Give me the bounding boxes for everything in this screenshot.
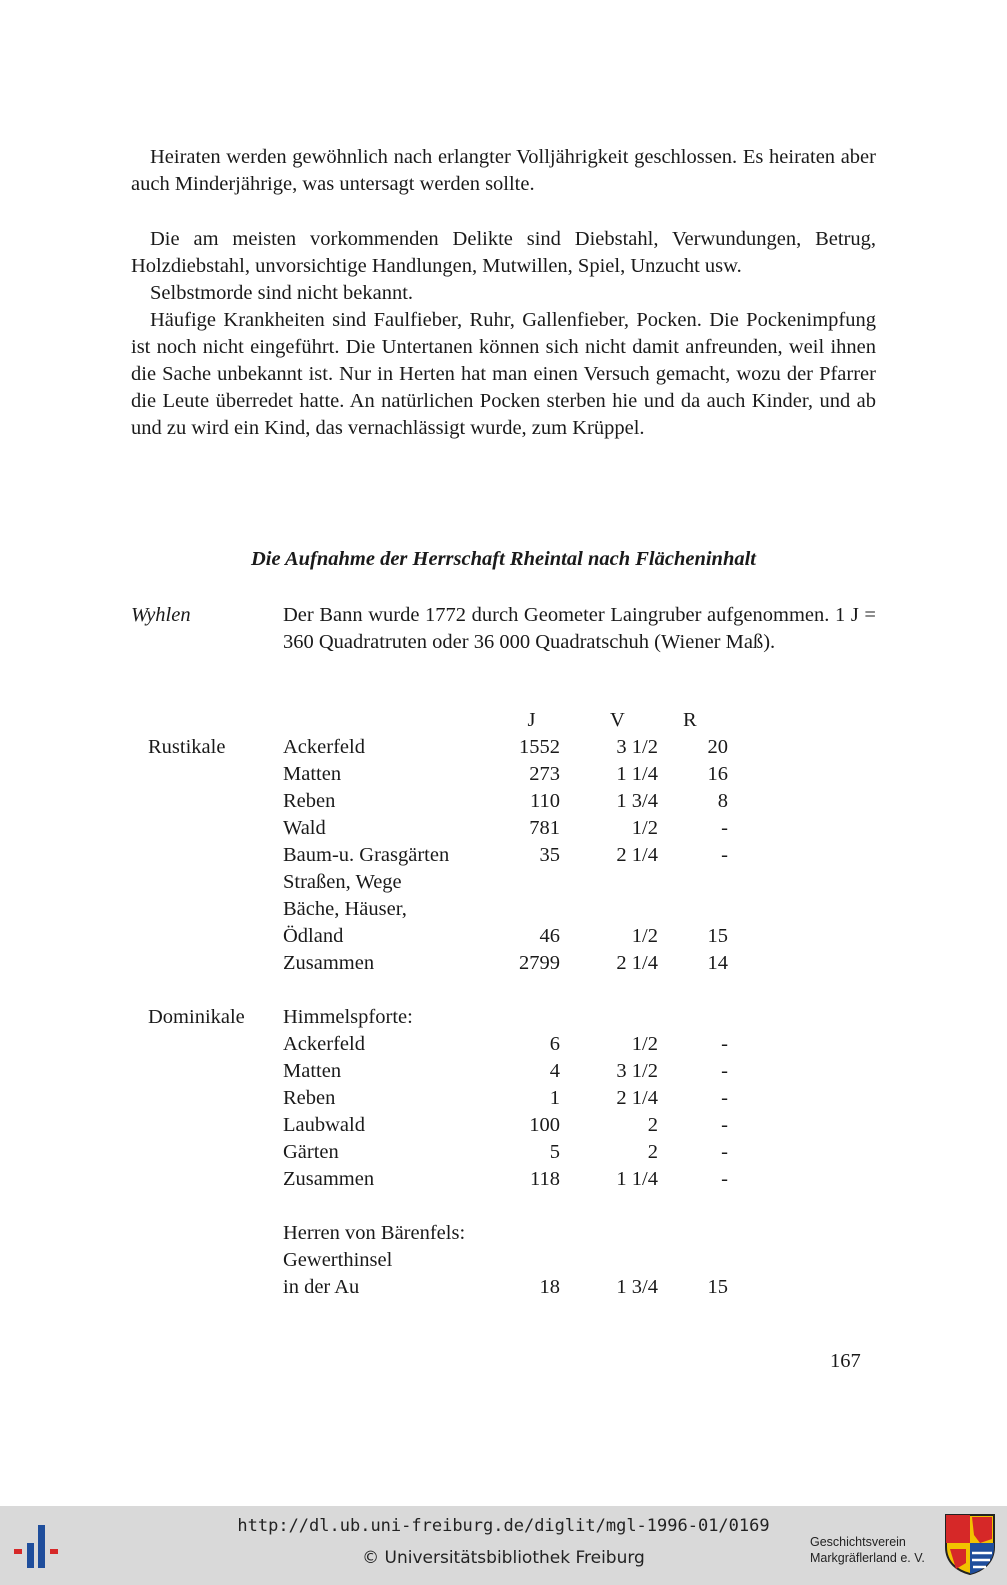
- item-label: Matten: [283, 1060, 342, 1082]
- item-label: Gewerthinsel: [283, 1249, 393, 1271]
- item-label: Himmelspforte:: [283, 1006, 413, 1028]
- table-row: [148, 1058, 728, 1085]
- table-row: [148, 1085, 728, 1112]
- table-row: [148, 1274, 728, 1301]
- area-table: [148, 707, 728, 1301]
- item-label: Matten: [283, 763, 342, 785]
- item-label: Ackerfeld: [283, 1033, 365, 1055]
- col-header-j: J: [527, 709, 536, 731]
- value-v: 2 1/4: [616, 844, 658, 866]
- society-name: Geschichtsverein Markgräflerland e. V.: [810, 1535, 925, 1565]
- value-j: 273: [529, 763, 560, 785]
- table-row: [148, 950, 728, 977]
- value-v: 1/2: [631, 925, 658, 947]
- item-label: Zusammen: [283, 952, 375, 974]
- value-v: 3 1/2: [616, 736, 658, 758]
- paragraph-delicts: Die am meisten vorkommenden Delikte sind Diebstahl, Verwundungen, Betrug, Holzdiebstahl, unvorsichtige Handlungen, Mutwillen, Spiel, Unzucht usw.: [131, 228, 876, 277]
- value-j: [503, 869, 560, 896]
- value-j: 4: [549, 1060, 560, 1082]
- col-header-v: V: [610, 709, 625, 731]
- item-label: Ackerfeld: [283, 736, 365, 758]
- value-v: 1/2: [631, 817, 658, 839]
- value-v: 1 3/4: [616, 1276, 658, 1298]
- item-label: in der Au: [283, 1276, 360, 1298]
- value-v: 1 3/4: [616, 790, 658, 812]
- table-row: [148, 1139, 728, 1166]
- value-v: [610, 896, 658, 923]
- value-j: 1: [549, 1087, 560, 1109]
- value-j: 46: [539, 925, 560, 947]
- table-row: [148, 788, 728, 815]
- value-j: [503, 1247, 560, 1274]
- value-j: 1552: [519, 736, 560, 758]
- value-r: 14: [707, 952, 728, 974]
- value-j: [503, 896, 560, 923]
- value-r: -: [721, 1033, 728, 1055]
- item-label: Baum-u. Grasgärten: [283, 844, 450, 866]
- value-v: 3 1/2: [616, 1060, 658, 1082]
- table-row: [148, 815, 728, 842]
- value-r: 8: [717, 790, 728, 812]
- table-row: [148, 923, 728, 950]
- item-label: Wald: [283, 817, 326, 839]
- value-r: 15: [707, 1276, 728, 1298]
- category-label: Rustikale: [148, 736, 226, 758]
- table-row: [148, 1112, 728, 1139]
- value-r: 15: [707, 925, 728, 947]
- spacer-row: [148, 1193, 728, 1220]
- value-j: 35: [539, 844, 560, 866]
- item-label: Reben: [283, 1087, 336, 1109]
- value-v: 2: [647, 1114, 658, 1136]
- value-r: -: [721, 1114, 728, 1136]
- table-row: [148, 896, 728, 923]
- table-row: [148, 842, 728, 869]
- footer-url[interactable]: http://dl.ub.uni-freiburg.de/diglit/mgl-1996-01/0169: [237, 1516, 770, 1536]
- value-j: 2799: [519, 952, 560, 974]
- value-v: 1 1/4: [616, 1168, 658, 1190]
- table-row: [148, 1247, 728, 1274]
- value-v: 1 1/4: [616, 763, 658, 785]
- value-j: 100: [529, 1114, 560, 1136]
- value-r: [683, 869, 728, 896]
- value-j: 118: [530, 1168, 560, 1190]
- value-r: -: [721, 1168, 728, 1190]
- value-v: 2: [647, 1141, 658, 1163]
- item-label: Ödland: [283, 925, 344, 947]
- table-row: [148, 1166, 728, 1193]
- value-r: 16: [707, 763, 728, 785]
- value-r: -: [721, 1141, 728, 1163]
- spacer-row: [148, 977, 728, 1004]
- value-j: 781: [529, 817, 560, 839]
- item-label: Laubwald: [283, 1114, 365, 1136]
- paragraph-diseases: Häufige Krankheiten sind Faulfieber, Ruhr, Gallenfieber, Pocken. Die Pockenimpfung ist noch nicht eingeführt. Die Untertanen können sich nicht damit anfreunden, weil ihnen die Sache unbekannt ist. Nur in Herten hat man einen Versuch gemacht, wozu der Pfarrer die Leute überredet hatte. An natürlichen Pocken sterben hie und da auch Kinder, und ab und zu wird ein Kind, das vernachlässigt wurde, zum Krüppel.: [131, 309, 876, 439]
- place-description: Der Bann wurde 1772 durch Geometer Laingruber aufgenommen. 1 J = 360 Quadratruten oder 36 000 Quadratschuh (Wiener Maß).: [283, 604, 876, 653]
- section-heading: Die Aufnahme der Herrschaft Rheintal nach Flächeninhalt: [251, 548, 756, 570]
- footer-copyright: © Universitätsbibliothek Freiburg: [362, 1548, 645, 1568]
- table-row: [148, 761, 728, 788]
- item-label: Straßen, Wege: [283, 871, 402, 893]
- value-r: -: [721, 817, 728, 839]
- table-row: [148, 869, 728, 896]
- value-j: 5: [549, 1141, 560, 1163]
- value-v: 2 1/4: [616, 952, 658, 974]
- value-v: [610, 1247, 658, 1274]
- col-header-r: R: [683, 709, 697, 731]
- value-r: [683, 1247, 728, 1274]
- group-header-row: [148, 1220, 728, 1247]
- value-r: -: [721, 1060, 728, 1082]
- coat-of-arms-icon: [944, 1513, 996, 1575]
- value-v: 1/2: [631, 1033, 658, 1055]
- group-header-row: [148, 1004, 728, 1031]
- paragraph-suicides: Selbstmorde sind nicht bekannt.: [150, 282, 414, 304]
- item-label: Zusammen: [283, 1168, 375, 1190]
- item-label: Bäche, Häuser,: [283, 898, 407, 920]
- item-label: Herren von Bärenfels:: [283, 1222, 466, 1244]
- value-v: [610, 869, 658, 896]
- value-j: 18: [539, 1276, 560, 1298]
- value-j: 6: [549, 1033, 560, 1055]
- value-j: 110: [530, 790, 560, 812]
- table-row: [148, 1031, 728, 1058]
- item-label: Reben: [283, 790, 336, 812]
- paragraph-marriage: Heiraten werden gewöhnlich nach erlangter Volljährigkeit geschlossen. Es heiraten aber auch Minderjährige, was untersagt werden sollte.: [131, 146, 876, 195]
- category-label: Dominikale: [148, 1006, 245, 1028]
- value-v: 2 1/4: [616, 1087, 658, 1109]
- page-number: 167: [830, 1350, 861, 1372]
- place-name: Wyhlen: [131, 604, 191, 626]
- item-label: Gärten: [283, 1141, 339, 1163]
- value-r: -: [721, 844, 728, 866]
- value-r: [683, 896, 728, 923]
- value-r: 20: [707, 736, 728, 758]
- value-r: -: [721, 1087, 728, 1109]
- table-header-row: [148, 707, 728, 734]
- table-row: [148, 734, 728, 761]
- footer-bar: [0, 1506, 1007, 1585]
